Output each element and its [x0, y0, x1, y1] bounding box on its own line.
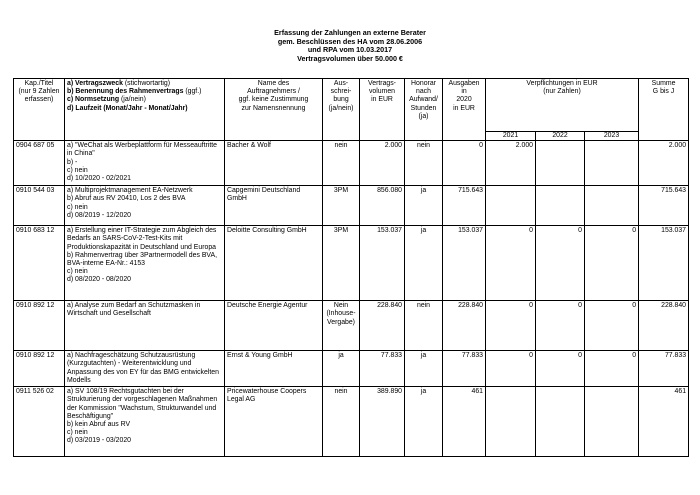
table-row: [14, 141, 689, 186]
header-summe: Summe G bis J: [639, 79, 689, 141]
cell-desc: a) Nachfrageschätzung Schutzausrüstung (Kurzgutachten) - Weiterentwicklung und Anpassung des von EY für das BMG entwickelten Modells: [65, 351, 225, 387]
cell-2022: 0: [536, 226, 585, 301]
title-line-3: und RPA vom 10.03.2017: [307, 45, 393, 54]
cell-name: Deutsche Energie Agentur: [225, 301, 323, 351]
cell-summe: 461: [639, 387, 689, 457]
cell-desc: a) Multiprojektmanagement EA-Netzwerk b) Abruf aus RV 20410, Los 2 des BVA c) nein d) 08/2019 - 12/2020: [65, 186, 225, 226]
header-kap-titel: Kap./Titel (nur 9 Zahlen erfassen): [14, 79, 65, 141]
cell-name: Capgemini Deutschland GmbH: [225, 186, 323, 226]
cell-volumen: 153.037: [360, 226, 405, 301]
header-verpflichtungen: Verpflichtungen in EUR (nur Zahlen): [486, 79, 639, 132]
cell-honorar: nein: [405, 301, 443, 351]
cell-volumen: 389.890: [360, 387, 405, 457]
title-line-4: Vertragsvolumen über 50.000 €: [297, 53, 403, 63]
cell-2022: [536, 387, 585, 457]
cell-honorar: ja: [405, 351, 443, 387]
header-auftragnehmer: Name des Auftragnehmers / ggf. keine Zustimmung zur Namensnennung: [225, 79, 323, 141]
cell-summe: 715.643: [639, 186, 689, 226]
cell-ausschreibung: 3PM: [323, 226, 360, 301]
cell-2023: 0: [585, 351, 639, 387]
cell-desc: a) Analyse zum Bedarf an Schutzmasken in Wirtschaft und Gesellschaft: [65, 301, 225, 351]
header-ausgaben-2020: Ausgaben in 2020 in EUR: [443, 79, 486, 141]
cell-2021: 0: [486, 351, 536, 387]
cell-summe: 77.833: [639, 351, 689, 387]
cell-ausschreibung: nein: [323, 141, 360, 186]
cell-summe: 228.840: [639, 301, 689, 351]
cell-ausgaben: 0: [443, 141, 486, 186]
cell-kap: 0910 892 12: [14, 351, 65, 387]
table-row: [14, 226, 689, 301]
cell-volumen: 77.833: [360, 351, 405, 387]
cell-2021: 0: [486, 226, 536, 301]
cell-name: Bacher & Wolf: [225, 141, 323, 186]
cell-name: Ernst & Young GmbH: [225, 351, 323, 387]
header-vertragszweck: a) Vertragszweck (stichwortartig) b) Benennung des Rahmenvertrags (ggf.) c) Normsetzung (ja/nein) d) Laufzeit (Monat/Jahr - Monat/Jahr): [65, 79, 225, 141]
cell-honorar: ja: [405, 387, 443, 457]
cell-2023: 0: [585, 301, 639, 351]
cell-kap: 0904 687 05: [14, 141, 65, 186]
cell-2022: 0: [536, 301, 585, 351]
cell-2021: [486, 186, 536, 226]
header-ausschreibung: Aus- schrei- bung (ja/nein): [323, 79, 360, 141]
cell-ausgaben: 461: [443, 387, 486, 457]
title-line-1: Erfassung der Zahlungen an externe Berater: [274, 28, 426, 37]
payments-table: [13, 78, 689, 457]
cell-2023: [585, 141, 639, 186]
cell-kap: 0910 683 12: [14, 226, 65, 301]
table-row: [14, 301, 689, 351]
cell-desc: a) Erstellung einer IT-Strategie zum Abgleich des Bedarfs an SARS-CoV-2-Test-Kits mit Produktionskapazität in Deutschland und Europa b) Rahmenvertrag über 3Partnermodell des BVA, BVA-interne EA-Nr.: 4153 c) nein d) 08/2020 - 08/2020: [65, 226, 225, 301]
cell-kap: 0910 892 12: [14, 301, 65, 351]
cell-2022: 0: [536, 351, 585, 387]
cell-2021: 2.000: [486, 141, 536, 186]
cell-2021: 0: [486, 301, 536, 351]
cell-desc: a) SV 108/19 Rechtsgutachten bei der Strukturierung der vorgeschlagenen Maßnahmen der Kommission "Wachstum, Strukturwandel und Beschäftigung" b) kein Abruf aus RV c) nein d) 03/2019 - 03/2020: [65, 387, 225, 457]
cell-2022: [536, 186, 585, 226]
header-honorar: Honorar nach Aufwand/ Stunden (ja): [405, 79, 443, 141]
cell-2022: [536, 141, 585, 186]
table-row: [14, 351, 689, 387]
table-row: [14, 186, 689, 226]
cell-ausgaben: 77.833: [443, 351, 486, 387]
header-vertragsvolumen: Vertrags- volumen in EUR: [360, 79, 405, 141]
cell-summe: 153.037: [639, 226, 689, 301]
cell-kap: 0910 544 03: [14, 186, 65, 226]
cell-volumen: 228.840: [360, 301, 405, 351]
cell-kap: 0911 526 02: [14, 387, 65, 457]
document-title: [0, 29, 700, 63]
cell-name: Deloitte Consulting GmbH: [225, 226, 323, 301]
table-row: [14, 387, 689, 457]
header-year-2023: 2023: [585, 132, 639, 141]
cell-summe: 2.000: [639, 141, 689, 186]
cell-2023: [585, 387, 639, 457]
cell-ausschreibung: 3PM: [323, 186, 360, 226]
title-line-2: gem. Beschlüssen des HA vom 28.06.2006: [277, 36, 423, 46]
cell-volumen: 2.000: [360, 141, 405, 186]
cell-honorar: ja: [405, 226, 443, 301]
cell-honorar: ja: [405, 186, 443, 226]
header-year-2022: 2022: [536, 132, 585, 141]
cell-name: Pricewaterhouse Coopers Legal AG: [225, 387, 323, 457]
cell-ausgaben: 228.840: [443, 301, 486, 351]
cell-honorar: nein: [405, 141, 443, 186]
cell-volumen: 856.080: [360, 186, 405, 226]
cell-2023: [585, 186, 639, 226]
header-year-2021: 2021: [486, 132, 536, 141]
cell-ausgaben: 715.643: [443, 186, 486, 226]
cell-ausgaben: 153.037: [443, 226, 486, 301]
cell-ausschreibung: nein: [323, 387, 360, 457]
cell-ausschreibung: Nein (Inhouse-Vergabe): [323, 301, 360, 351]
cell-2023: 0: [585, 226, 639, 301]
cell-2021: [486, 387, 536, 457]
cell-ausschreibung: ja: [323, 351, 360, 387]
cell-desc: a) "WeChat als Werbeplattform für Messeauftritte in China" b) - c) nein d) 10/2020 - 02/2021: [65, 141, 225, 186]
